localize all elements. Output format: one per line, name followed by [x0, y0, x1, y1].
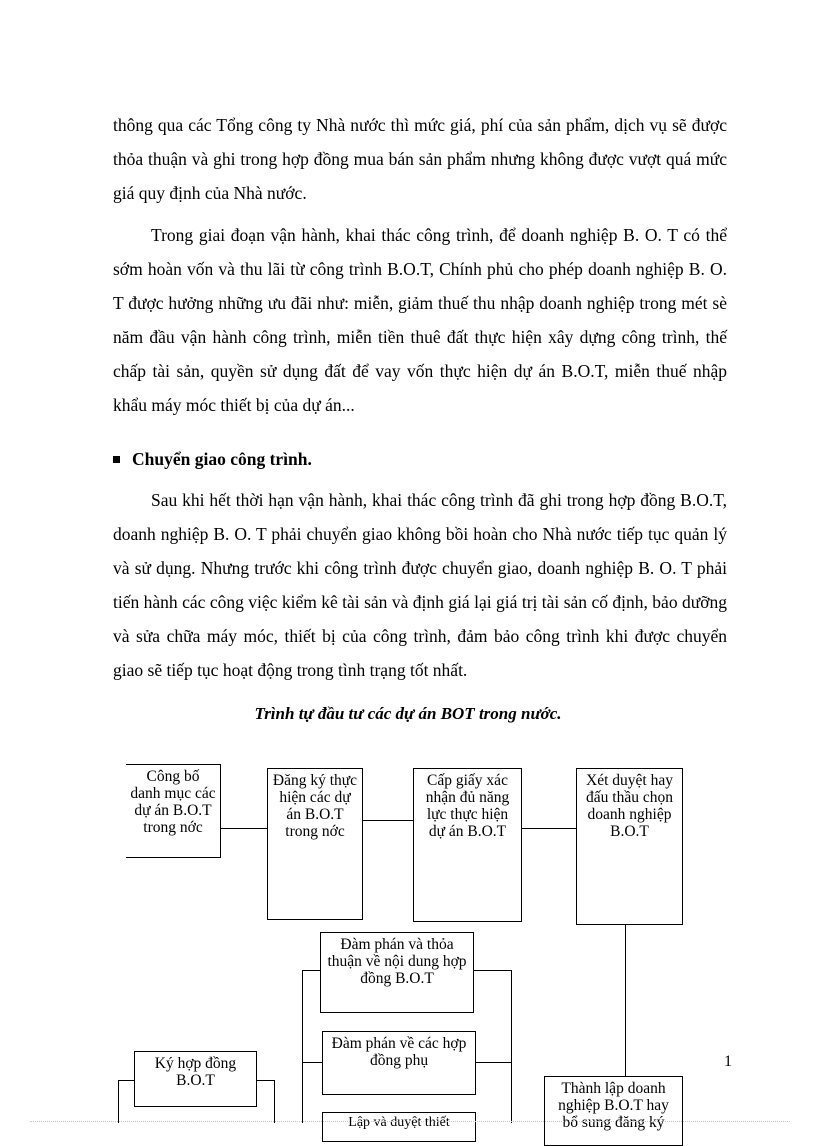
- box-cong-bo: Công bố danh mục các dự án B.O.T trong nớc: [126, 764, 221, 858]
- box-cap-giay: Cấp giấy xác nhận đủ năng lực thực hiện dự án B.O.T: [413, 768, 522, 922]
- connector-line: [257, 1080, 274, 1081]
- connector-line: [274, 1080, 275, 1123]
- box-dam-phan-phu: Đàm phán về các hợp đồng phụ: [322, 1031, 476, 1095]
- box-dam-phan-noi-dung: Đàm phán và thỏa thuận về nội dung hợp đồng B.O.T: [320, 932, 474, 1013]
- connector-line: [625, 924, 626, 1076]
- connector-line: [221, 828, 267, 829]
- page-number: 1: [724, 1053, 732, 1070]
- paragraph-2: Trong giai đoạn vận hành, khai thác công trình, để doanh nghiệp B. O. T có thể sớm hoàn vốn và thu lãi từ công trình B.O.T, Chính phủ cho phép doanh nghiệp B. O. T được hưởng những ưu đãi như: miễn, giảm thuế thu nhập doanh nghiệp trong mét sè năm đầu vận hành công trình, miễn tiền thuê đất thực hiện xây dựng công trình, thế chấp tài sản, quyền sử dụng đất để vay vốn thực hiện dự án B.O.T, miễn thuế nhập khẩu máy móc thiết bị của dự án...: [113, 225, 727, 415]
- connector-line: [302, 1062, 322, 1063]
- box-lap-duyet: Lập và duyệt thiết: [322, 1112, 476, 1142]
- connector-line: [474, 970, 511, 971]
- connector-line: [118, 1080, 119, 1123]
- connector-line: [362, 820, 413, 821]
- box-ky-hop-dong: Ký hợp đồng B.O.T: [134, 1051, 257, 1107]
- connector-line: [476, 1062, 511, 1063]
- bullet-heading: [113, 444, 312, 474]
- bullet-heading-text: Chuyển giao công trình.: [132, 449, 312, 469]
- box-xet-duyet: Xét duyệt hay đấu thầu chọn doanh nghiệp B.O.T: [576, 768, 683, 925]
- connector-line: [118, 1080, 134, 1081]
- paragraph-3: Sau khi hết thời hạn vận hành, khai thác công trình đã ghi trong hợp đồng B.O.T, doanh nghiệp B. O. T phải chuyển giao không bồi hoàn cho Nhà nước tiếp tục quản lý và sử dụng. Nhưng trước khi công trình được chuyển giao, doanh nghiệp B. O. T phải tiến hành các công việc kiểm kê tài sản và định giá lại giá trị tài sản cố định, bảo dưỡng và sửa chữa máy móc, thiết bị của công trình, đảm bảo công trình khi được chuyển giao sẽ tiếp tục hoạt động trong tình trạng tốt nhất.: [113, 490, 727, 680]
- connector-line: [522, 828, 576, 829]
- box-thanh-lap: Thành lập doanh nghiệp B.O.T hay bổ sung đăng ký: [544, 1076, 683, 1146]
- paragraph-1: thông qua các Tổng công ty Nhà nước thì mức giá, phí của sản phẩm, dịch vụ sẽ được thỏa thuận và ghi trong hợp đồng mua bán sản phẩm nhưng không được vượt quá mức giá quy định của Nhà nước.: [113, 115, 727, 203]
- footer-rule: [30, 1121, 790, 1122]
- connector-line: [302, 970, 303, 1123]
- bullet-square-icon: [113, 456, 120, 463]
- diagram-caption: Trình tự đầu tư các dự án BOT trong nước.: [254, 704, 562, 723]
- connector-line: [302, 970, 320, 971]
- box-dang-ky: Đăng ký thực hiện các dự án B.O.T trong nớc: [267, 768, 363, 920]
- connector-line: [511, 970, 512, 1123]
